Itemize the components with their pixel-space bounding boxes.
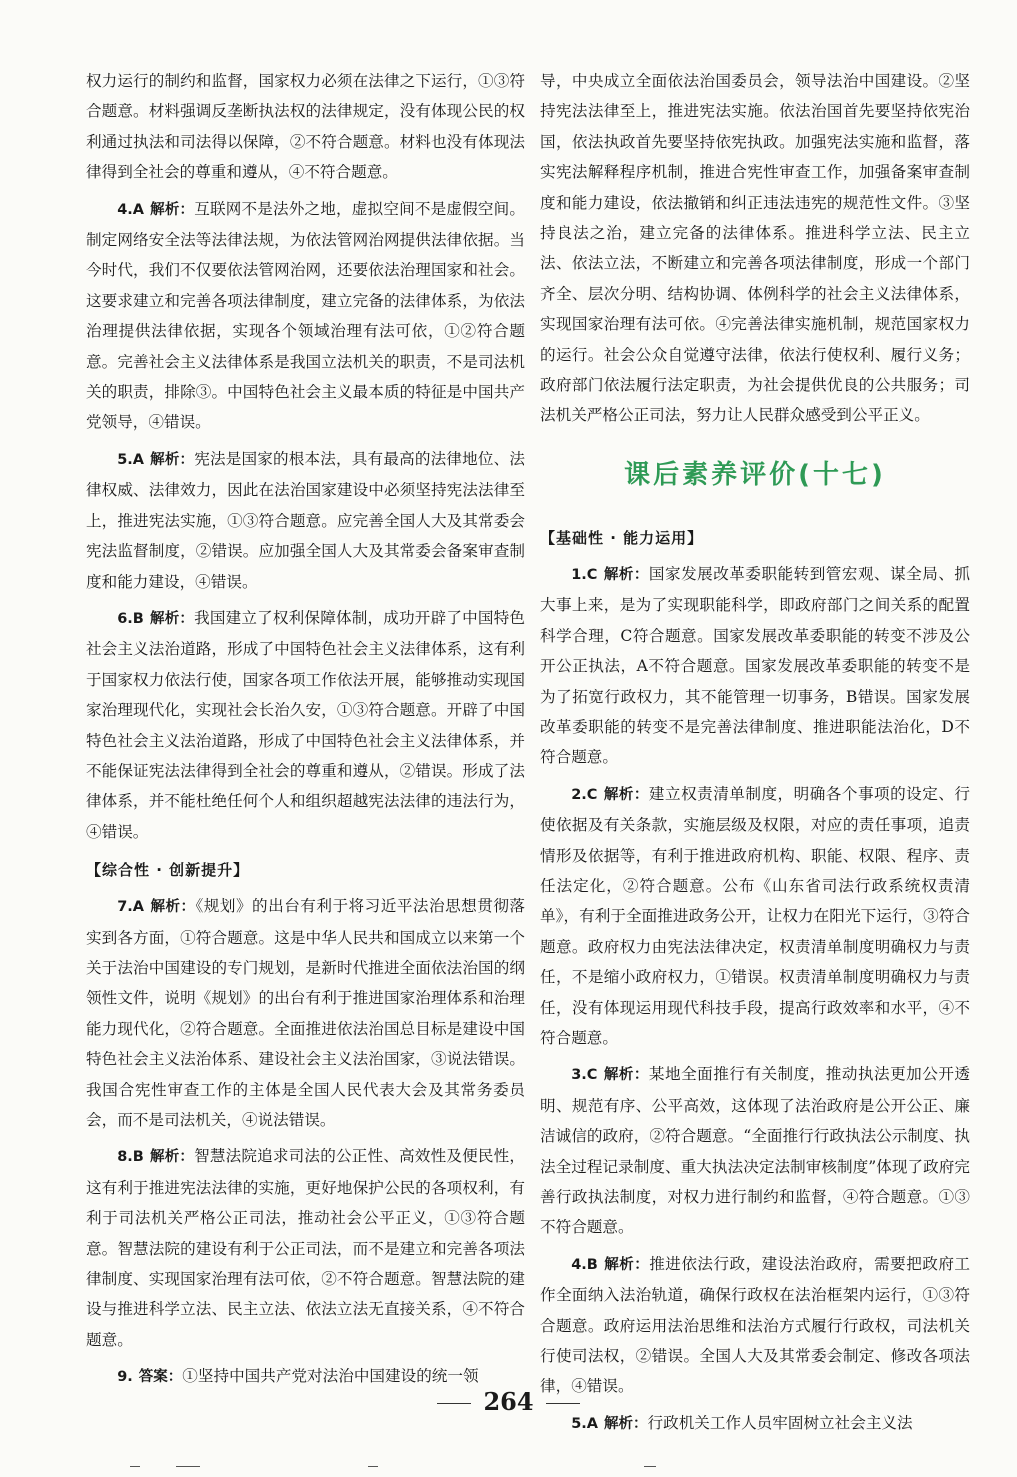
label-colon: ： [633, 566, 649, 583]
label-colon: ： [633, 1067, 649, 1084]
answer-label: 答案 [138, 1369, 168, 1386]
paragraph [86, 66, 525, 188]
answer-label: 解析 [603, 786, 634, 803]
label-colon: ： [167, 1369, 183, 1386]
answer-paragraph [540, 779, 970, 1054]
question-number: 3.C [571, 1067, 598, 1084]
answer-paragraph [540, 559, 970, 773]
answer-paragraph [86, 444, 525, 597]
answer-paragraph [540, 1249, 970, 1402]
answer-paragraph [86, 603, 525, 847]
page-number-dash-left [437, 1403, 471, 1404]
paragraph-text: 行政机关工作人员牢固树立社会主义法 [647, 1413, 913, 1432]
right-column [540, 66, 970, 1439]
page-number-dash-right [546, 1403, 580, 1404]
paragraph-text: 互联网不是法外之地，虚拟空间不是虚假空间。制定网络安全法等法律法规，为依法管网治网提供法律依据。当今时代，我们不仅要依法管网治网，还要依法治理国家和社会。这要求建立和完善各项法律制度，建立完备的法律体系，为依法治理提供法律依据，实现各个领域治理有法可依，①②符合题意。完善社会主义法律体系是我国立法机关的职责，不是司法机关的职责，排除③。中国特色社会主义最本质的特征是中国共产党领导，④错误。 [86, 199, 525, 432]
paragraph-text: 《规划》的出台有利于将习近平法治思想贯彻落实到各方面，①符合题意。这是中华人民共和国成立以来第一个关于法治中国建设的专门规划，是新时代推进全面依法治国的纲领性文件，说明《规划》的出台有利于推进国家治理体系和治理能力现代化，②符合题意。全面推进依法治国总目标是建设中国特色社会主义法治体系、建设社会主义法治国家，③说法错误。我国合宪性审查工作的主体是全国人民代表大会及其常务委员会，而不是司法机关，④说法错误。 [86, 897, 526, 1129]
answer-label: 解析 [150, 451, 180, 468]
paragraph [540, 66, 970, 431]
section-heading: 【综合性 · 创新提升】 [86, 861, 250, 880]
answer-label: 解析 [150, 201, 180, 218]
label-colon: ： [180, 899, 196, 916]
question-number: 2.C [571, 786, 598, 803]
page-number [0, 1387, 1017, 1416]
page-number-text: 264 [483, 1387, 534, 1416]
answer-label: 解析 [150, 899, 181, 916]
question-number: 6.B [117, 610, 144, 627]
answer-label: 解析 [603, 1256, 635, 1273]
answer-paragraph [86, 1141, 525, 1355]
label-colon: ： [633, 1415, 648, 1432]
paragraph-text: 导，中央成立全面依法治国委员会，领导法治中国建设。②坚持宪法法律至上，推进宪法实施。依法治国首先要坚持依宪治国，依法执政首先要坚持依宪执政。加强宪法实施和监督，落实宪法解释程序机制，推进合宪性审查工作，加强备案审查制度和能力建设，依法撤销和纠正违法违宪的规范性文件。③坚持良法之治，建立完备的法律体系。推进科学立法、民主立法、依法立法，不断建立和完善各项法律制度，形成一个部门齐全、层次分明、结构协调、体例科学的社会主义法律体系，实现国家治理有法可依。④完善法律实施机制，规范国家权力的运行。社会公众自觉遵守法律，依法行使权利、履行义务；政府部门依法履行法定职责，为社会提供优良的公共服务；司法机关严格公正司法，努力让人民群众感受到公平正义。 [540, 72, 970, 425]
label-colon: ： [633, 786, 649, 803]
footer-mark [644, 1466, 656, 1467]
paragraph-text: 国家发展改革委职能转到管宏观、谋全局、抓大事上来，是为了实现职能科学，即政府部门之间关系的配置科学合理，C符合题意。国家发展改革委职能的转变不涉及公开公正执法，A不符合题意。国家发展改革委职能的转变不是为了拓宽行政权力，其不能管理一切事务，B错误。国家发展改革委职能的转变不是完善法律制度、推进职能法治化，D不符合题意。 [540, 564, 971, 767]
question-number: 9. [117, 1369, 133, 1386]
paragraph-text: 智慧法院追求司法的公正性、高效性及便民性，这有利于推进宪法法律的实施，更好地保护公民的各项权利，有利于司法机关严格公正司法，推动社会公平正义，①③符合题意。智慧法院的建设有利于公正司法，而不是建立和完善各项法律制度、实现国家治理有法可依，②不符合题意。智慧法院的建设与推进科学立法、民主立法、依法立法无直接关系，④不符合题意。 [86, 1147, 526, 1349]
answer-paragraph [86, 891, 525, 1135]
answer-paragraph [86, 194, 525, 438]
paragraph-text: 建立权责清单制度，明确各个事项的设定、行使依据及有关条款，实施层级及权限，对应的责任事项，追责情形及依据等，有利于推进政府机构、职能、权限、程序、责任法定化，②符合题意。公布《山东省司法行政系统权责清单》，有利于全面推进政务公开，让权力在阳光下运行，③符合题意。政府权力由宪法法律决定，权责清单制度明确权力与责任，不是缩小政府权力，①错误。权责清单制度明确权力与责任，没有体现运用现代科技手段，提高行政效率和水平，④不符合题意。 [540, 784, 971, 1047]
answer-label: 解析 [604, 1415, 634, 1432]
answer-paragraph [540, 1059, 970, 1242]
answer-label: 解析 [603, 1067, 634, 1084]
paragraph-text: 权力运行的制约和监督，国家权力必须在法律之下运行，①③符合题意。材料强调反垄断执法权的法律规定，没有体现公民的权利通过执法和司法得以保障，②不符合题意。材料也没有体现法律得到全社会的尊重和遵从，④不符合题意。 [86, 72, 525, 182]
question-number: 4.B [571, 1256, 598, 1273]
question-number: 5.A [117, 451, 145, 468]
question-number: 5.A [571, 1415, 599, 1432]
label-colon: ： [179, 1149, 195, 1166]
footer-mark [176, 1466, 200, 1467]
paragraph-text: 宪法是国家的根本法，具有最高的法律地位、法律权威、法律效力，因此在法治国家建设中必须坚持宪法法律至上，推进宪法实施，①③符合题意。应完善全国人大及其常委会宪法监督制度，②错误。应加强全国人大及其常委会备案审查制度和能力建设，④错误。 [86, 449, 525, 591]
footer-mark [130, 1466, 140, 1467]
question-number: 4.A [117, 201, 145, 218]
label-colon: ： [634, 1256, 650, 1273]
left-column [86, 66, 525, 1393]
label-colon: ： [179, 201, 195, 218]
question-number: 1.C [571, 566, 598, 583]
answer-label: 解析 [603, 566, 634, 583]
label-colon: ： [179, 451, 195, 468]
question-number: 7.A [117, 899, 145, 916]
footer-mark [368, 1466, 378, 1467]
paragraph-text: 我国建立了权利保障体制，成功开辟了中国特色社会主义法治道路，形成了中国特色社会主义法律体系，这有利于国家权力依法行使，国家各项工作依法开展，能够推动实现国家治理现代化，实现社会长治久安，①③符合题意。开辟了中国特色社会主义法治道路，形成了中国特色社会主义法律体系，并不能保证宪法法律得到全社会的尊重和遵从，②错误。形成了法律体系，并不能杜绝任何个人和组织超越宪法法律的违法行为，④错误。 [86, 608, 526, 841]
paragraph-text: 推进依法行政，建设法治政府，需要把政府工作全面纳入法治轨道，确保行政权在法治框架内运行，①③符合题意。政府运用法治思维和法治方式履行行政权，司法机关行使司法权，②错误。全国人大及其常委会制定、修改各项法律，④错误。 [540, 1254, 970, 1396]
answer-label: 解析 [149, 610, 180, 627]
paragraph-text: ①坚持中国共产党对法治中国建设的统一领 [182, 1367, 479, 1386]
question-number: 8.B [117, 1149, 144, 1166]
label-colon: ： [179, 610, 195, 627]
paragraph-text: 某地全面推行有关制度，推动执法更加公开透明、规范有序、公平高效，这体现了法治政府是公开公正、廉洁诚信的政府，②符合题意。“全面推行行政执法公示制度、执法全过程记录制度、重大执法决定法制审核制度”体现了政府完善行政执法制度，对权力进行制约和监督，④符合题意。①③不符合题意。 [540, 1065, 971, 1237]
section-title: 课后素养评价(十七) [624, 459, 886, 490]
section-heading: 【基础性 · 能力运用】 [540, 528, 704, 547]
answer-label: 解析 [149, 1149, 180, 1166]
